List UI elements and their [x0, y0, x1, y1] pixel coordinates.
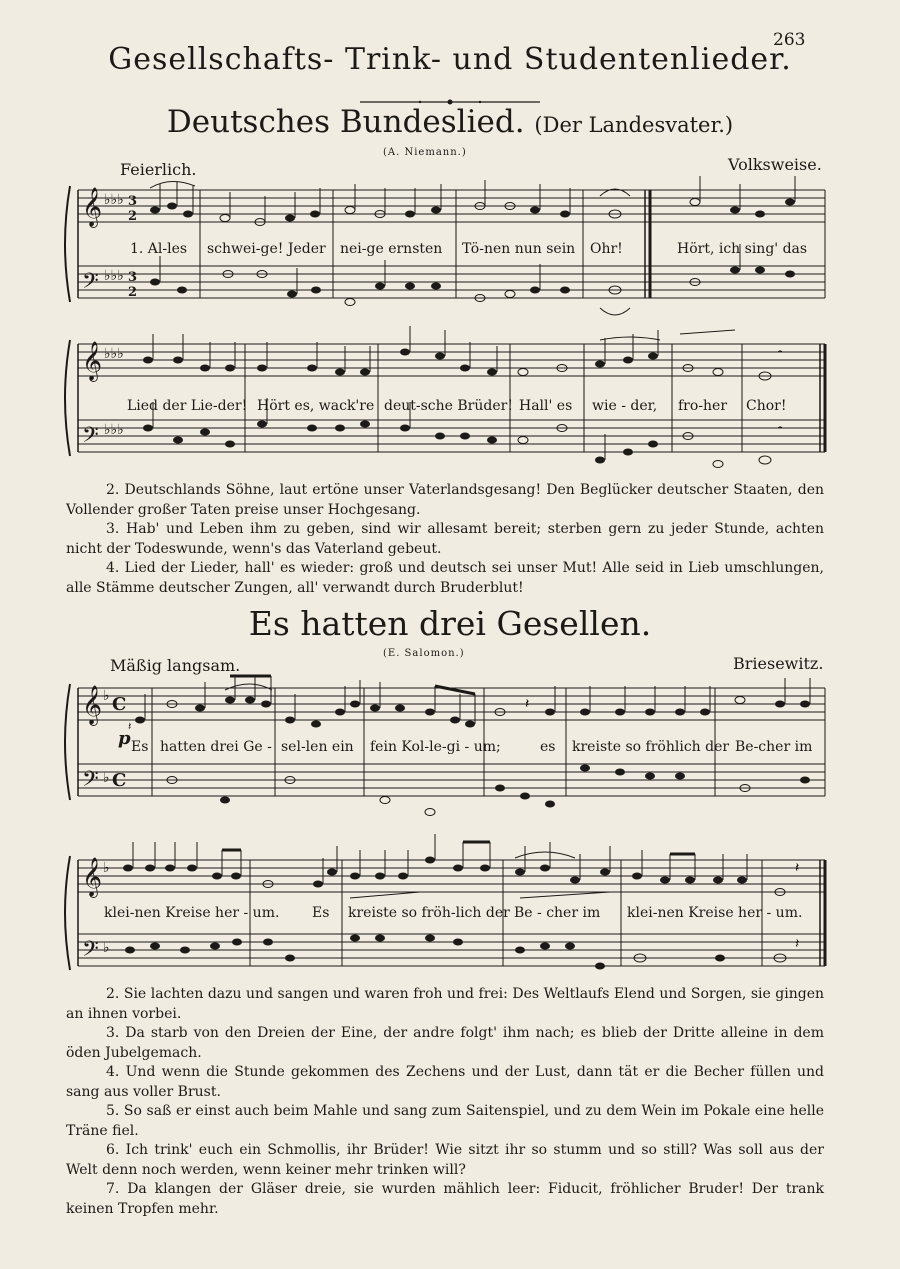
song1-lyric: Chor!	[746, 398, 787, 414]
song2-tempo: Mäßig langsam.	[110, 656, 241, 675]
song2-lyric: Be - cher im	[514, 905, 601, 921]
song2-lyric: klei-nen Kreise her - um.	[627, 905, 803, 921]
svg-text:C: C	[112, 694, 127, 715]
song2-verse: 7. Da klangen der Gläser dreie, sie wurden mählich leer: Fiducit, fröhlicher Bruder! Der trank keinen Tropfen mehr.	[66, 1181, 824, 1217]
svg-text:♭♭♭: ♭♭♭	[104, 422, 124, 438]
svg-text:♭: ♭	[103, 860, 110, 876]
song2-verse: 4. Und wenn die Stunde gekommen des Zechens und der Lust, dann tät er die Becher füllen und sang aus voller Brust.	[66, 1064, 824, 1100]
song1-title: Deutsches Bundeslied.	[166, 104, 525, 140]
song1-lyric: Hall' es	[519, 398, 573, 414]
svg-text:𝄞: 𝄞	[82, 857, 103, 897]
song1-lyric: Lied der Lie-der!	[127, 398, 248, 414]
song2-source: Briesewitz.	[733, 654, 824, 673]
svg-text:𝄞: 𝄞	[82, 187, 103, 227]
section-title: Gesellschafts- Trink- und Studentenlieder.	[108, 42, 792, 77]
song1-lyric: 1. Al-les	[130, 241, 188, 257]
song1-lyric: Hört es, wack're	[257, 398, 375, 414]
song1-lyric: wie - der,	[592, 398, 658, 414]
svg-text:𝄽: 𝄽	[525, 696, 530, 712]
song1-verse: 4. Lied der Lieder, hall' es wieder: groß und deutsch sei unser Mut! Alle seid in Lieb umschlungen, alle Stämme deutscher Zungen, all' verwandt durch Bruderblut!	[66, 560, 824, 596]
song2-lyric: klei-nen Kreise her - um.	[104, 905, 280, 921]
svg-text:𝄼: 𝄼	[778, 345, 783, 358]
song2-lyric: hatten drei Ge -	[160, 739, 272, 755]
svg-text:♭♭♭: ♭♭♭	[104, 268, 124, 284]
song1-lyric: nei-ge ernsten	[340, 241, 443, 257]
svg-text:♭♭♭: ♭♭♭	[104, 346, 124, 362]
song2-verses	[66, 985, 824, 1219]
song2-verse: 6. Ich trink' euch ein Schmollis, ihr Brüder! Wie sitzt ihr so stumm und so still? Was soll aus der Welt denn noch werden, wenn keiner mehr trinken will?	[66, 1142, 824, 1178]
svg-text:𝄽: 𝄽	[795, 936, 800, 952]
svg-text:♭: ♭	[103, 770, 110, 786]
svg-text:♭♭♭: ♭♭♭	[104, 192, 124, 208]
song2-lyric: kreiste so fröhlich der	[572, 739, 730, 755]
svg-text:𝄞: 𝄞	[82, 685, 103, 725]
song1-source: Volksweise.	[728, 155, 822, 174]
song2-title: Es hatten drei Gesellen.	[248, 604, 652, 643]
svg-text:𝄼: 𝄼	[778, 421, 783, 434]
song2-verse: 5. So saß er einst auch beim Mahle und sang zum Saitenspiel, und zu dem Wein im Pokale eine helle Träne fiel.	[66, 1103, 824, 1139]
svg-text:𝄢: 𝄢	[82, 937, 99, 967]
song1-lyric: schwei-ge! Jeder	[207, 241, 326, 257]
svg-text:𝄞: 𝄞	[82, 341, 103, 381]
dynamic-marking: p	[118, 728, 131, 749]
song1-tempo: Feierlich.	[120, 160, 197, 179]
svg-text:♭: ♭	[103, 688, 110, 704]
song1-composer: (A. Niemann.)	[383, 147, 467, 158]
song1-lyric: deut-sche Brüder!	[384, 398, 513, 414]
song1-lyric: fro-her	[678, 398, 728, 414]
svg-text:𝄢: 𝄢	[82, 767, 99, 797]
song1-verse: 3. Hab' und Leben ihm zu geben, sind wir allesamt bereit; sterben gern zu jeder Stunde, achten nicht der Todeswunde, wenn's das Vaterland gebeut.	[66, 521, 824, 557]
song1-lyric: Tö-nen nun sein	[462, 241, 576, 257]
song1-verse: 2. Deutschlands Söhne, laut ertöne unser Vaterlandsgesang! Den Beglücker deutscher Staaten, den Vollender großer Taten preise unser Hochgesang.	[66, 482, 824, 518]
svg-text:3: 3	[128, 270, 138, 285]
svg-text:𝄽: 𝄽	[795, 860, 800, 876]
svg-text:2: 2	[128, 209, 138, 224]
song1-lyric: Hört, ich sing' das	[677, 241, 808, 257]
song1-lyric: Ohr!	[590, 241, 623, 257]
svg-text:𝄢: 𝄢	[82, 269, 99, 299]
svg-text:𝄽: 𝄽	[128, 720, 132, 733]
song2-lyric: kreiste so fröh-lich der	[348, 905, 510, 921]
song1-subtitle: (Der Landesvater.)	[534, 113, 734, 137]
song2-lyric: Es	[131, 739, 149, 755]
svg-text:♭: ♭	[103, 940, 110, 956]
song2-lyric: fein Kol-le-gi - um;	[370, 739, 501, 755]
svg-text:3: 3	[128, 194, 138, 209]
song2-composer: (E. Salomon.)	[383, 648, 465, 659]
song2-verse: 2. Sie lachten dazu und sangen und waren froh und frei: Des Weltlaufs Elend und Sorgen, sie gingen an ihnen vorbei.	[66, 986, 824, 1022]
song2-verse: 3. Da starb von den Dreien der Eine, der andre folgt' ihm nach; es blieb der Dritte alleine in dem öden Jubelgemach.	[66, 1025, 824, 1061]
svg-text:2: 2	[128, 285, 138, 300]
svg-text:𝄢: 𝄢	[82, 423, 99, 453]
svg-text:C: C	[112, 770, 127, 791]
song2-lyric: Be-cher im	[735, 739, 813, 755]
song2-lyric: Es	[312, 905, 330, 921]
song2-lyric: sel-len ein	[281, 739, 354, 755]
page-number: 263	[773, 30, 806, 50]
song2-lyric: es	[540, 739, 556, 755]
